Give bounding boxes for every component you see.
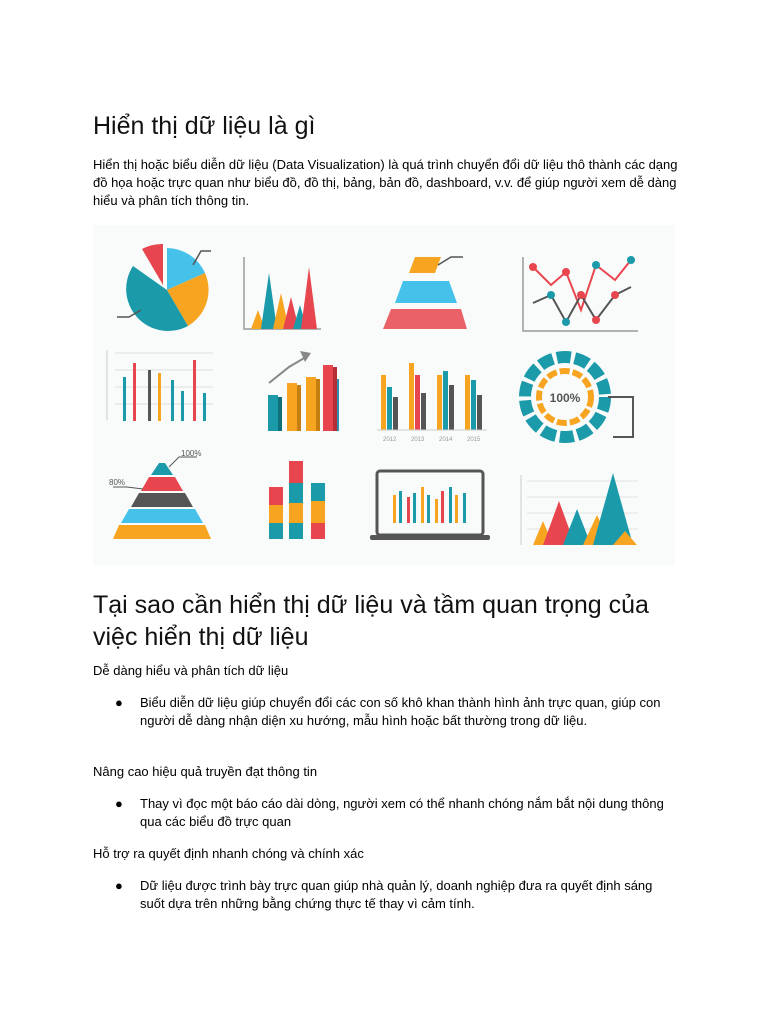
point-heading-2: Nâng cao hiệu quả truyền đạt thông tin [93, 764, 318, 779]
stacked-pyramid-icon [109, 449, 211, 539]
line-chart-icon [523, 256, 638, 331]
bullet-text-3: Dữ liệu được trình bày trực quan giúp nhà quản lý, doanh nghiệp đưa ra quyết định sáng suốt dựa trên những bằng chứng thực tế thay vì cảm tính. [140, 878, 653, 911]
point-heading-1: Dễ dàng hiểu và phân tích dữ liệu [93, 663, 289, 678]
point-heading-3: Hỗ trợ ra quyết định nhanh chóng và chính xác [93, 846, 364, 861]
year-label: 2014 [439, 437, 453, 443]
stacked-bar-chart-icon [269, 461, 325, 539]
data-visualization-illustration [93, 225, 675, 565]
laptop-dashboard-icon [370, 471, 490, 540]
year-label: 2013 [411, 437, 425, 443]
grouped-bar-chart-icon [377, 363, 487, 443]
thin-bar-chart-icon [107, 350, 213, 421]
growth-bar-chart-icon [268, 351, 339, 431]
donut-percent-label: 100% [549, 391, 581, 405]
section-title-why-important: Tại sao cần hiển thị dữ liệu và tầm quan trọng của việc hiển thị dữ liệu [93, 591, 649, 651]
bullet-dot-icon: ● [115, 796, 123, 811]
year-label: 2012 [383, 437, 397, 443]
layered-pyramid-icon [383, 257, 467, 329]
bullet-text-1: Biểu diễn dữ liệu giúp chuyển đổi các con số khô khan thành hình ảnh trực quan, giúp con người dễ dàng nhận diện xu hướng, mẫu hình hoặc bất thường trong dữ liệu. [140, 695, 661, 728]
bullet-dot-icon: ● [115, 878, 123, 893]
peak-chart-icon [244, 257, 321, 329]
bullet-dot-icon: ● [115, 695, 123, 710]
area-peak-chart-icon [521, 473, 638, 545]
intro-paragraph: Hiển thị hoặc biểu diễn dữ liệu (Data Visualization) là quá trình chuyển đổi dữ liệu thô thành các dạng đồ họa hoặc trực quan như biểu đồ, đồ thị, bảng, bản đồ, dashboard, v.v. để giúp người xem dễ dàng hiểu và phân tích thông tin. [93, 157, 678, 208]
bullet-text-2: Thay vì đọc một báo cáo dài dòng, người xem có thể nhanh chóng nắm bắt nội dung thông qua các biểu đồ trực quan [140, 796, 664, 829]
pyramid-side-label: 80% [109, 478, 126, 487]
year-label: 2015 [467, 437, 481, 443]
pie-chart-icon [117, 244, 211, 331]
pyramid-top-label: 100% [181, 449, 202, 458]
section-title-what-is: Hiển thị dữ liệu là gì [93, 112, 316, 140]
donut-chart-icon [525, 357, 633, 437]
